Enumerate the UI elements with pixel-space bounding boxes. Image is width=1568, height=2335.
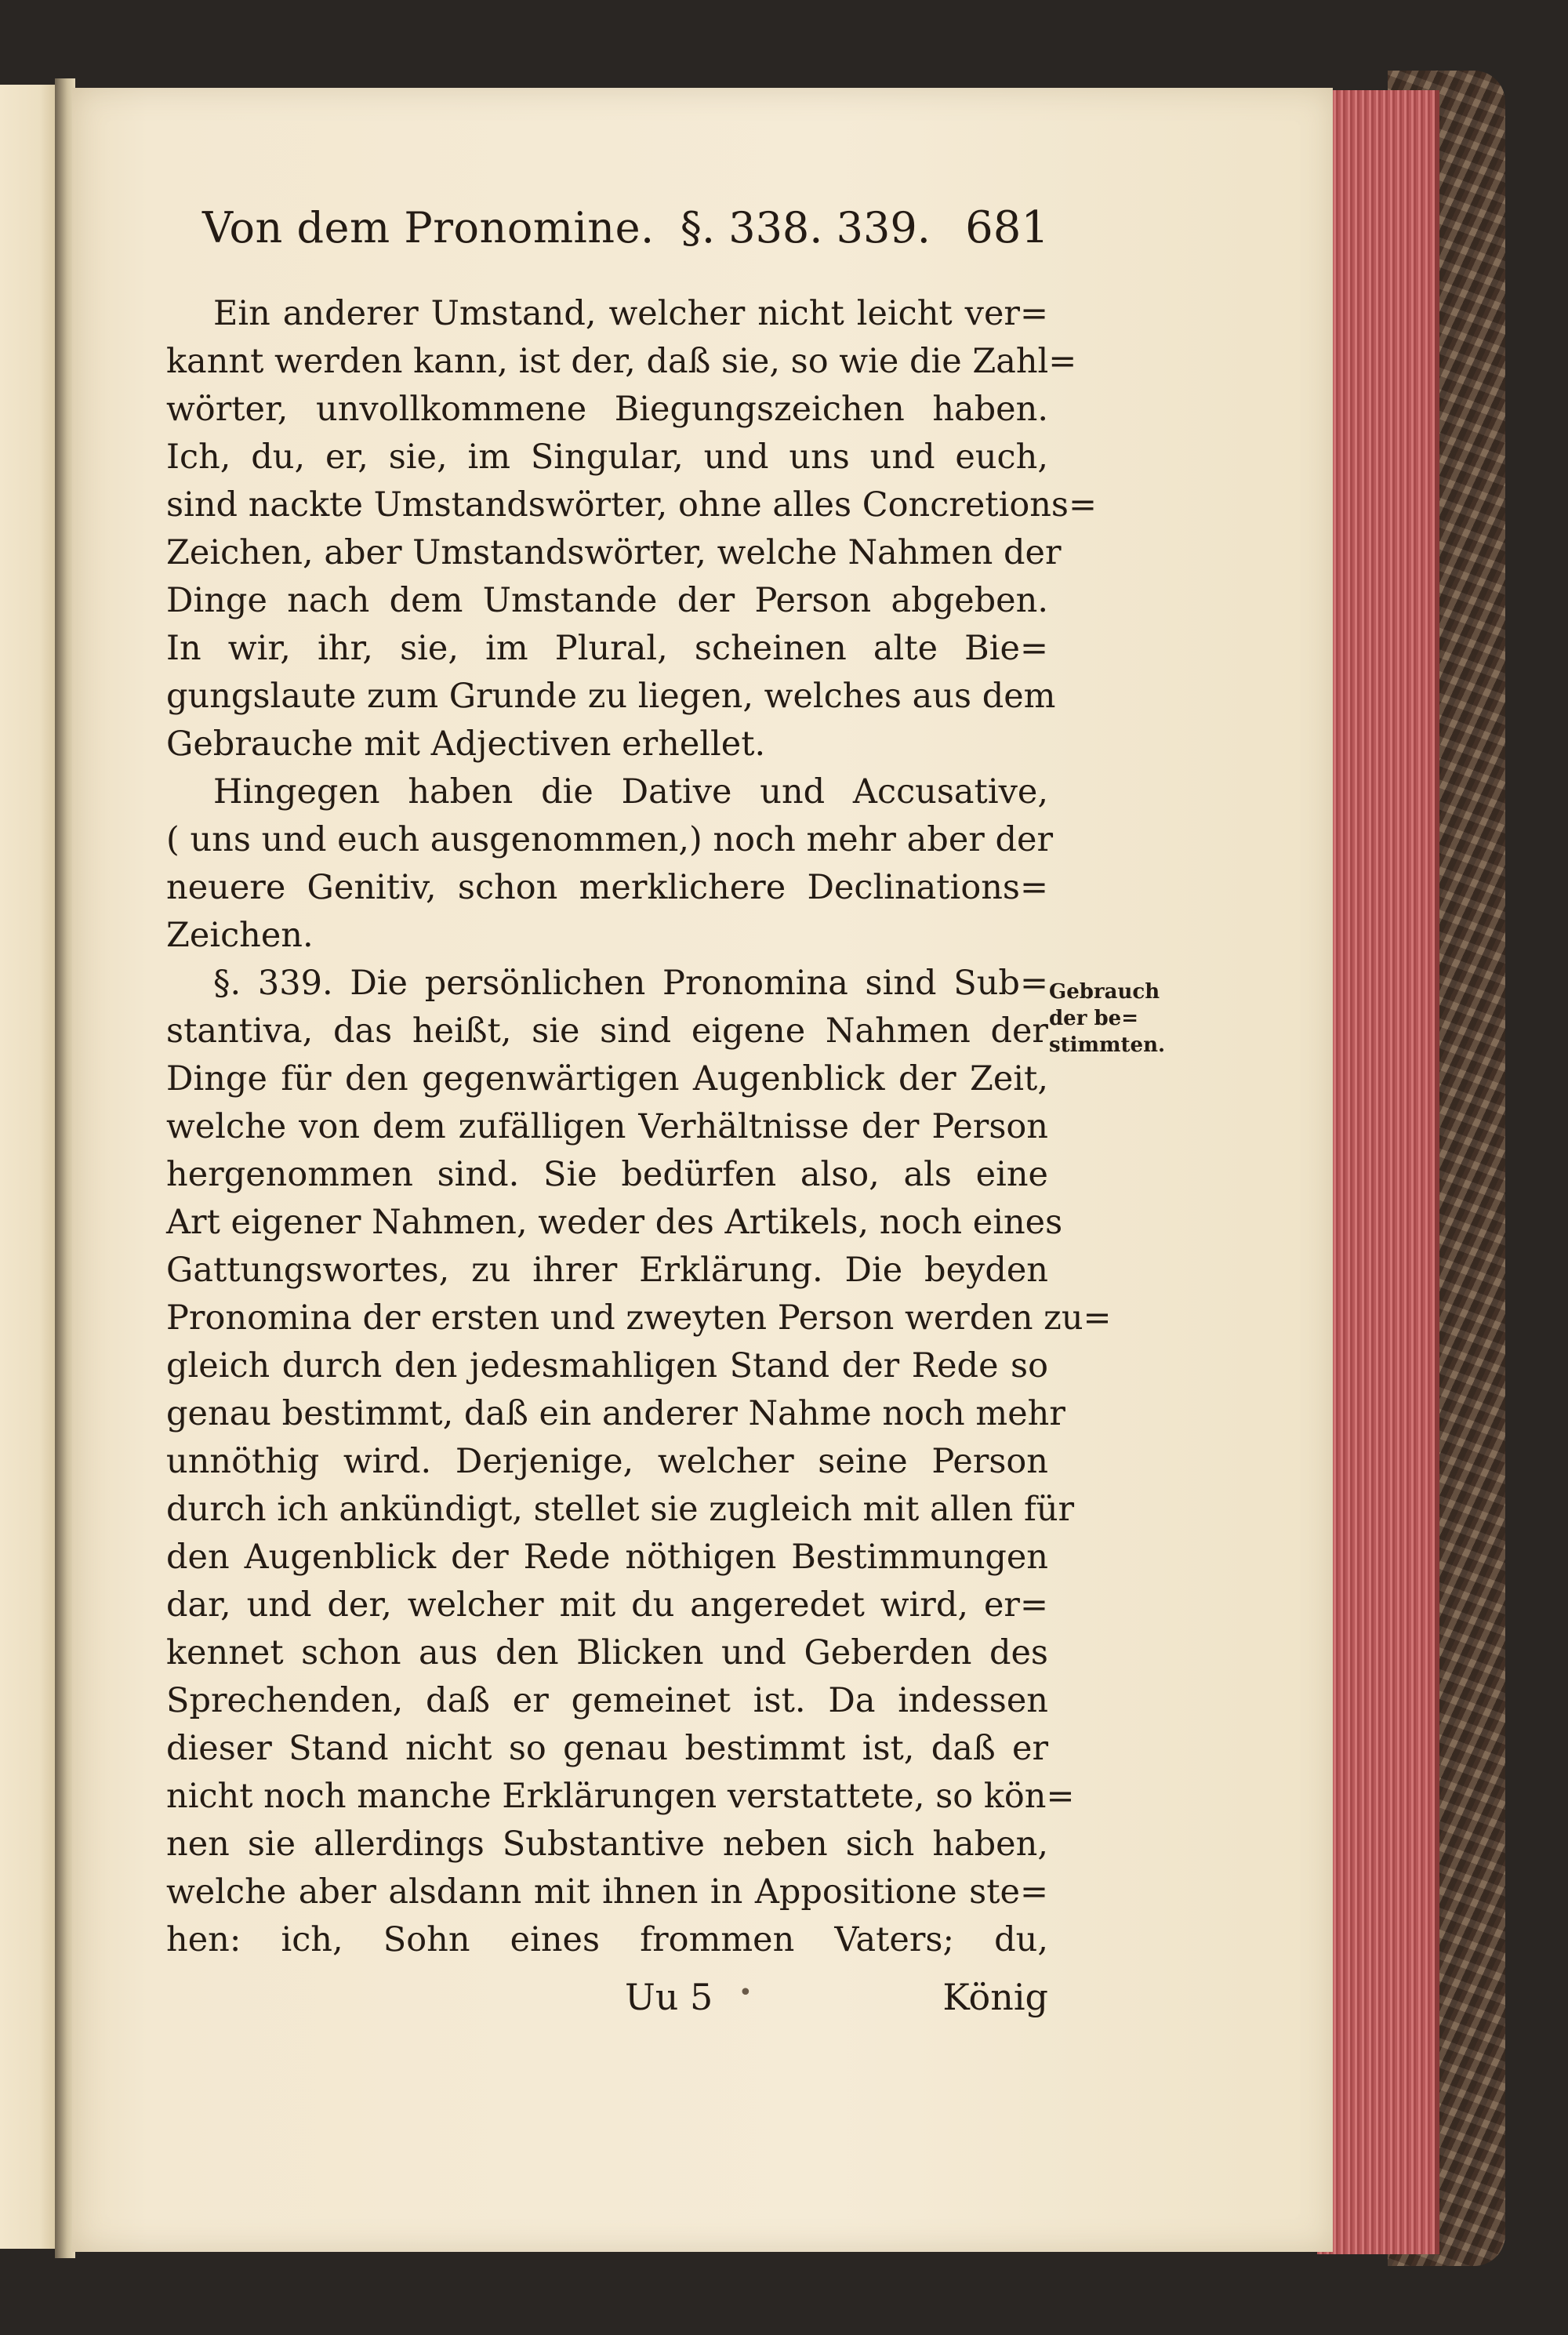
text-line: Dinge für den gegenwärtigen Augenblick der Zeit, — [166, 1059, 1048, 1099]
text-line: gungslaute zum Grunde zu liegen, welches aus dem — [166, 677, 1056, 716]
text-line: hen: ich, Sohn eines frommen Vaters; du, — [166, 1920, 1048, 1959]
text-line: kennet schon aus den Blicken und Geberden des — [166, 1633, 1048, 1672]
text-line: Hingegen haben die Dative und Accusative, — [213, 772, 1048, 812]
text-line: In wir, ihr, sie, im Plural, scheinen alte Bie= — [166, 629, 1048, 668]
section-339-start: §. 339. Die persönlichen Pronomina sind Sub= — [213, 964, 1048, 1003]
signature-mark: Uu 5 — [625, 1976, 713, 2018]
running-head — [202, 202, 1049, 253]
marginal-note — [1049, 979, 1182, 1059]
page-footer — [166, 1976, 1048, 2031]
page-number: 681 — [965, 202, 1049, 253]
text-line: dieser Stand nicht so genau bestimmt ist, daß er — [166, 1729, 1048, 1768]
text-line: kannt werden kann, ist der, daß sie, so wie die Zahl= — [166, 342, 1077, 381]
facing-page-edge — [0, 85, 60, 2249]
text-line: stantiva, das heißt, sie sind eigene Nahmen der — [166, 1011, 1048, 1051]
text-line: Gattungswortes, zu ihrer Erklärung. Die beyden — [166, 1251, 1048, 1290]
text-line: Pronomina der ersten und zweyten Person werden zu= — [166, 1298, 1112, 1338]
catchword: König — [942, 1976, 1048, 2018]
text-line: nen sie allerdings Substantive neben sich haben, — [166, 1825, 1048, 1864]
text-line: wörter, unvollkommene Biegungszeichen haben. — [166, 390, 1048, 429]
text-line: hergenommen sind. Sie bedürfen also, als eine — [166, 1155, 1048, 1194]
text-line: nicht noch manche Erklärungen verstattete, so kön= — [166, 1777, 1075, 1816]
marginal-note-line: Gebrauch — [1049, 980, 1160, 1004]
text-line: welche von dem zufälligen Verhältnisse der Person — [166, 1107, 1048, 1146]
marginal-note-line: der be= — [1049, 1007, 1138, 1030]
ink-speck: • — [739, 1979, 753, 2006]
text-line: Ich, du, er, sie, im Singular, und uns und euch, — [166, 438, 1048, 477]
text-line: welche aber alsdann mit ihnen in Appositione ste= — [166, 1872, 1048, 1912]
page-edges — [1317, 90, 1439, 2254]
text-line: Zeichen. — [166, 916, 314, 955]
text-line: neuere Genitiv, schon merklichere Declinations= — [166, 868, 1048, 907]
text-line: Zeichen, aber Umstandswörter, welche Nahmen der — [166, 533, 1062, 572]
marginal-note-line: stimmten. — [1049, 1033, 1166, 1057]
text-line: Sprechenden, daß er gemeinet ist. Da indessen — [166, 1681, 1048, 1720]
text-line: Art eigener Nahmen, weder des Artikels, noch eines — [166, 1203, 1063, 1242]
text-line: dar, und der, welcher mit du angeredet wird, er= — [166, 1585, 1048, 1625]
text-line: Gebrauche mit Adjectiven erhellet. — [166, 724, 766, 764]
text-line: sind nackte Umstandswörter, ohne alles Concretions= — [166, 485, 1097, 525]
text-line: unnöthig wird. Derjenige, welcher seine Person — [166, 1442, 1048, 1481]
text-line: den Augenblick der Rede nöthigen Bestimmungen — [166, 1538, 1048, 1577]
text-line: Dinge nach dem Umstande der Person abgeben. — [166, 581, 1048, 620]
section-reference: §. 338. 339. — [680, 203, 931, 252]
running-title: Von dem Pronomine. — [202, 203, 655, 252]
text-line: ( uns und euch ausgenommen,) noch mehr aber der — [166, 820, 1054, 859]
text-line: Ein anderer Umstand, welcher nicht leicht ver= — [213, 294, 1048, 333]
text-line: gleich durch den jedesmahligen Stand der Rede so — [166, 1346, 1048, 1385]
text-line: genau bestimmt, daß ein anderer Nahme noch mehr — [166, 1394, 1065, 1433]
text-line: durch ich ankündigt, stellet sie zugleich mit allen für — [166, 1490, 1075, 1529]
